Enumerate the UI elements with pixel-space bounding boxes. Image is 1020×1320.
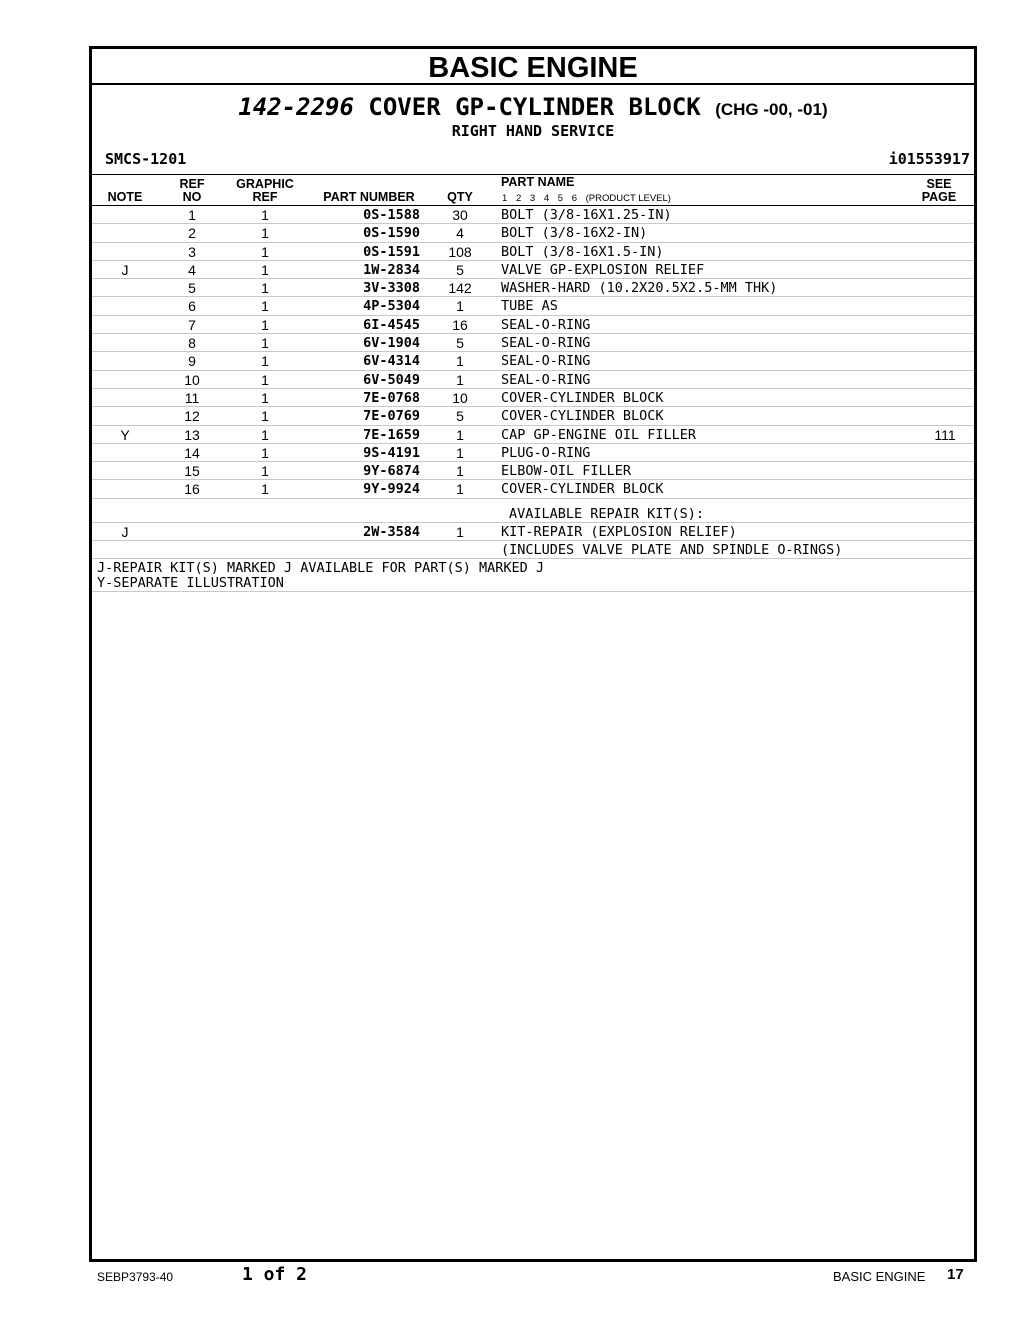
part-number-cell: 4P-5304 — [363, 298, 420, 315]
qty-cell: 16 — [452, 316, 468, 333]
ref-no-cell: 8 — [188, 335, 196, 352]
part-name-cell: VALVE GP-EXPLOSION RELIEF — [501, 261, 705, 278]
parts-row — [92, 462, 974, 480]
part-number-cell: 7E-0769 — [363, 408, 420, 425]
qty-cell: 1 — [456, 481, 464, 498]
qty-cell: 1 — [456, 523, 464, 540]
group-subtitle: RIGHT HAND SERVICE — [451, 122, 615, 140]
parts-row — [92, 261, 974, 279]
parts-list — [92, 206, 974, 592]
qty-cell: 5 — [456, 408, 464, 425]
ref-no-cell: 15 — [184, 463, 200, 480]
graphic-ref-cell: 1 — [261, 371, 269, 388]
part-number-cell: 2W-3584 — [363, 523, 420, 540]
graphic-ref-cell: 1 — [261, 298, 269, 315]
part-number-cell: 7E-0768 — [363, 389, 420, 406]
part-name-cell: COVER-CYLINDER BLOCK — [501, 481, 664, 498]
group-name: COVER GP-CYLINDER BLOCK — [368, 93, 701, 121]
part-number-cell: 7E-1659 — [363, 426, 420, 443]
section-title: BASIC ENGINE — [92, 49, 974, 85]
header-part-number: PART NUMBER — [323, 190, 415, 204]
part-name-cell: COVER-CYLINDER BLOCK — [501, 389, 664, 406]
part-name-cell: COVER-CYLINDER BLOCK — [501, 408, 664, 425]
kits-row — [92, 541, 974, 559]
qty-cell: 1 — [456, 371, 464, 388]
ref-no-cell: 2 — [188, 225, 196, 242]
part-number-cell: 1W-2834 — [363, 261, 420, 278]
graphic-ref-cell: 1 — [261, 261, 269, 278]
part-name-cell: BOLT (3/8-16X1.25-IN) — [501, 207, 672, 223]
parts-row — [92, 480, 974, 498]
part-number-cell: 9S-4191 — [363, 444, 420, 461]
ref-no-cell: 1 — [188, 207, 196, 223]
parts-row — [92, 407, 974, 425]
header-part-name: PART NAME — [501, 175, 575, 189]
parts-row — [92, 316, 974, 334]
parts-row — [92, 279, 974, 297]
qty-cell: 142 — [448, 280, 472, 297]
parts-row — [92, 444, 974, 462]
parts-row — [92, 297, 974, 315]
ref-no-cell: 5 — [188, 280, 196, 297]
ref-no-cell: 13 — [184, 426, 200, 443]
part-name-cell: CAP GP-ENGINE OIL FILLER — [501, 426, 697, 443]
part-name-cell: WASHER-HARD (10.2X20.5X2.5-MM THK) — [501, 280, 778, 297]
ref-no-cell: 10 — [184, 371, 200, 388]
part-number-cell: 0S-1591 — [363, 243, 420, 260]
qty-cell: 1 — [456, 463, 464, 480]
graphic-ref-cell: 1 — [261, 481, 269, 498]
parts-page-frame — [89, 46, 977, 1262]
part-number-cell: 6V-5049 — [363, 371, 420, 388]
qty-cell: 5 — [456, 261, 464, 278]
kits-row — [92, 523, 974, 541]
graphic-ref-cell: 1 — [261, 353, 269, 370]
graphic-ref-cell: 1 — [261, 426, 269, 443]
part-name-cell: SEAL-O-RING — [501, 335, 591, 352]
footer-section: BASIC ENGINE — [833, 1269, 926, 1284]
group-part-number: 142-2296 — [238, 93, 354, 121]
qty-cell: 10 — [452, 389, 468, 406]
part-name-cell: SEAL-O-RING — [501, 353, 591, 370]
note-cell: Y — [120, 426, 130, 443]
graphic-ref-cell: 1 — [261, 225, 269, 242]
header-graphic-ref: GRAPHIC REF — [236, 177, 294, 204]
header-ref-no: REF NO — [179, 177, 205, 204]
part-number-cell: 3V-3308 — [363, 280, 420, 297]
group-change: (CHG -00, -01) — [715, 100, 828, 119]
footer-doc-id: SEBP3793-40 — [97, 1270, 174, 1284]
parts-row — [92, 243, 974, 261]
ref-no-cell: 6 — [188, 298, 196, 315]
graphic-ref-cell: 1 — [261, 207, 269, 223]
qty-cell: 30 — [452, 207, 468, 223]
parts-row — [92, 224, 974, 242]
note-cell: J — [121, 523, 129, 540]
footer-page-number: 17 — [947, 1266, 964, 1283]
part-name-cell: (INCLUDES VALVE PLATE AND SPINDLE O-RINGS) — [501, 542, 843, 559]
graphic-ref-cell: 1 — [261, 280, 269, 297]
part-name-cell: SEAL-O-RING — [501, 371, 591, 388]
header-note: NOTE — [107, 190, 143, 204]
ref-no-cell: 14 — [184, 444, 200, 461]
qty-cell: 108 — [448, 243, 472, 260]
graphic-ref-cell: 1 — [261, 389, 269, 406]
part-number-cell: 9Y-6874 — [363, 463, 420, 480]
part-name-cell: ELBOW-OIL FILLER — [501, 463, 632, 480]
part-name-cell: KIT-REPAIR (EXPLOSION RELIEF) — [501, 523, 737, 540]
note-line: Y-SEPARATE ILLUSTRATION — [97, 575, 284, 592]
graphic-ref-cell: 1 — [261, 444, 269, 461]
group-title — [92, 93, 974, 124]
part-number-cell: 0S-1590 — [363, 225, 420, 242]
parts-row — [92, 426, 974, 444]
header-see-page: SEE PAGE — [921, 177, 957, 204]
part-name-cell: BOLT (3/8-16X1.5-IN) — [501, 243, 664, 260]
smcs-code: SMCS-1201 — [105, 150, 187, 168]
product-level-legend: 1 2 3 4 5 6 (PRODUCT LEVEL) — [502, 193, 671, 204]
graphic-ref-cell: 1 — [261, 408, 269, 425]
parts-row — [92, 389, 974, 407]
part-name-cell: PLUG-O-RING — [501, 444, 591, 461]
qty-cell: 1 — [456, 426, 464, 443]
note-line: J-REPAIR KIT(S) MARKED J AVAILABLE FOR PART(S) MARKED J — [97, 560, 545, 577]
graphic-ref-cell: 1 — [261, 335, 269, 352]
qty-cell: 1 — [456, 298, 464, 315]
parts-row — [92, 334, 974, 352]
part-name-cell: BOLT (3/8-16X2-IN) — [501, 225, 648, 242]
part-number-cell: 0S-1588 — [363, 207, 420, 223]
qty-cell: 1 — [456, 353, 464, 370]
part-name-cell: TUBE AS — [501, 298, 558, 315]
parts-row — [92, 206, 974, 224]
graphic-ref-cell: 1 — [261, 316, 269, 333]
part-name-cell: SEAL-O-RING — [501, 316, 591, 333]
note-cell: J — [121, 261, 129, 278]
ref-no-cell: 7 — [188, 316, 196, 333]
qty-cell: 5 — [456, 335, 464, 352]
header-qty: QTY — [447, 190, 473, 204]
repair-kits-heading: AVAILABLE REPAIR KIT(S): — [92, 499, 974, 523]
notes-block — [92, 559, 974, 592]
ref-no-cell: 16 — [184, 481, 200, 498]
part-number-cell: 6I-4545 — [363, 316, 420, 333]
ref-no-cell: 9 — [188, 353, 196, 370]
part-number-cell: 9Y-9924 — [363, 481, 420, 498]
part-number-cell: 6V-1904 — [363, 335, 420, 352]
ref-no-cell: 4 — [188, 261, 196, 278]
illustration-id: i01553917 — [888, 150, 970, 168]
ref-no-cell: 3 — [188, 243, 196, 260]
parts-row — [92, 371, 974, 389]
ref-no-cell: 12 — [184, 408, 200, 425]
qty-cell: 4 — [456, 225, 464, 242]
see-page-cell: 111 — [934, 426, 956, 443]
qty-cell: 1 — [456, 444, 464, 461]
parts-row — [92, 352, 974, 370]
graphic-ref-cell: 1 — [261, 463, 269, 480]
footer-page-of: 1 of 2 — [242, 1264, 308, 1285]
part-number-cell: 6V-4314 — [363, 353, 420, 370]
graphic-ref-cell: 1 — [261, 243, 269, 260]
ref-no-cell: 11 — [184, 389, 200, 406]
